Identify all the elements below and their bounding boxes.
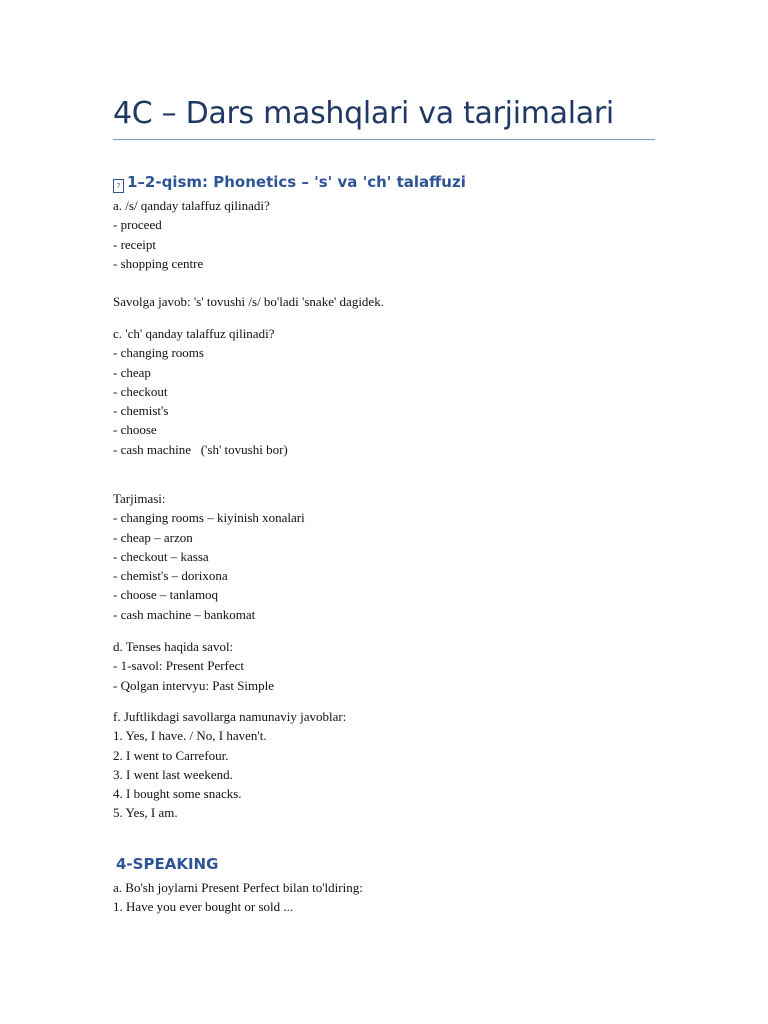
list-item: - checkout (113, 383, 168, 399)
block-sample-answers (113, 707, 673, 823)
heading-text: 1–2-qism: Phonetics – 's' va 'ch' talaffuzi (127, 173, 466, 191)
list-item: - 1-savol: Present Perfect (113, 658, 245, 674)
block-s-pronunciation (113, 196, 673, 273)
section-heading-speaking: 4-SPEAKING (116, 855, 219, 873)
list-item: - cash machine – bankomat (113, 606, 256, 622)
text-line: a. Bo'sh joylarni Present Perfect bilan to'ldiring: (113, 880, 363, 895)
list-item: - changing rooms (113, 345, 204, 361)
list-item: 2. I went to Carrefour. (113, 747, 229, 763)
list-item: - cheap (113, 364, 151, 380)
block-tenses (113, 637, 673, 695)
list-item: - proceed (113, 217, 162, 233)
list-item: - receipt (113, 236, 156, 252)
text-line: Savolga javob: 's' tovushi /s/ bo'ladi 'snake' dagidek. (113, 294, 384, 309)
list-item: 5. Yes, I am. (113, 805, 178, 821)
text-line: a. /s/ qanday talaffuz qilinadi? (113, 198, 270, 213)
section-phonetics (113, 172, 673, 193)
text-line: d. Tenses haqida savol: (113, 639, 234, 654)
section-speaking (116, 854, 676, 874)
text-line: Tarjimasi: (113, 491, 166, 506)
text-line: c. 'ch' qanday talaffuz qilinadi? (113, 326, 275, 341)
list-item: - changing rooms – kiyinish xonalari (113, 510, 305, 526)
missing-glyph-icon: ? (113, 179, 124, 193)
list-item: 1. Yes, I have. / No, I haven't. (113, 728, 267, 744)
list-item: - chemist's (113, 403, 169, 419)
list-item: 3. I went last weekend. (113, 766, 233, 782)
list-item: - cash machine ('sh' tovushi bor) (113, 441, 288, 457)
text-line: f. Juftlikdagi savollarga namunaviy javoblar: (113, 709, 347, 724)
list-item: - choose (113, 422, 157, 438)
list-item: - chemist's – dorixona (113, 568, 228, 584)
list-item: 1. Have you ever bought or sold ... (113, 899, 294, 915)
list-item: - Qolgan intervyu: Past Simple (113, 677, 275, 693)
block-answer (113, 292, 673, 311)
list-item: - cheap – arzon (113, 529, 193, 545)
block-ch-pronunciation (113, 324, 673, 459)
block-speaking-fill (113, 878, 673, 917)
section-heading-phonetics (113, 172, 673, 193)
block-translation (113, 489, 673, 624)
list-item: - shopping centre (113, 255, 204, 271)
list-item: 4. I bought some snacks. (113, 786, 242, 802)
list-item: - checkout – kassa (113, 548, 209, 564)
list-item: - choose – tanlamoq (113, 587, 219, 603)
page-title: 4C – Dars mashqlari va tarjimalari (113, 96, 614, 131)
title-divider (113, 139, 655, 140)
